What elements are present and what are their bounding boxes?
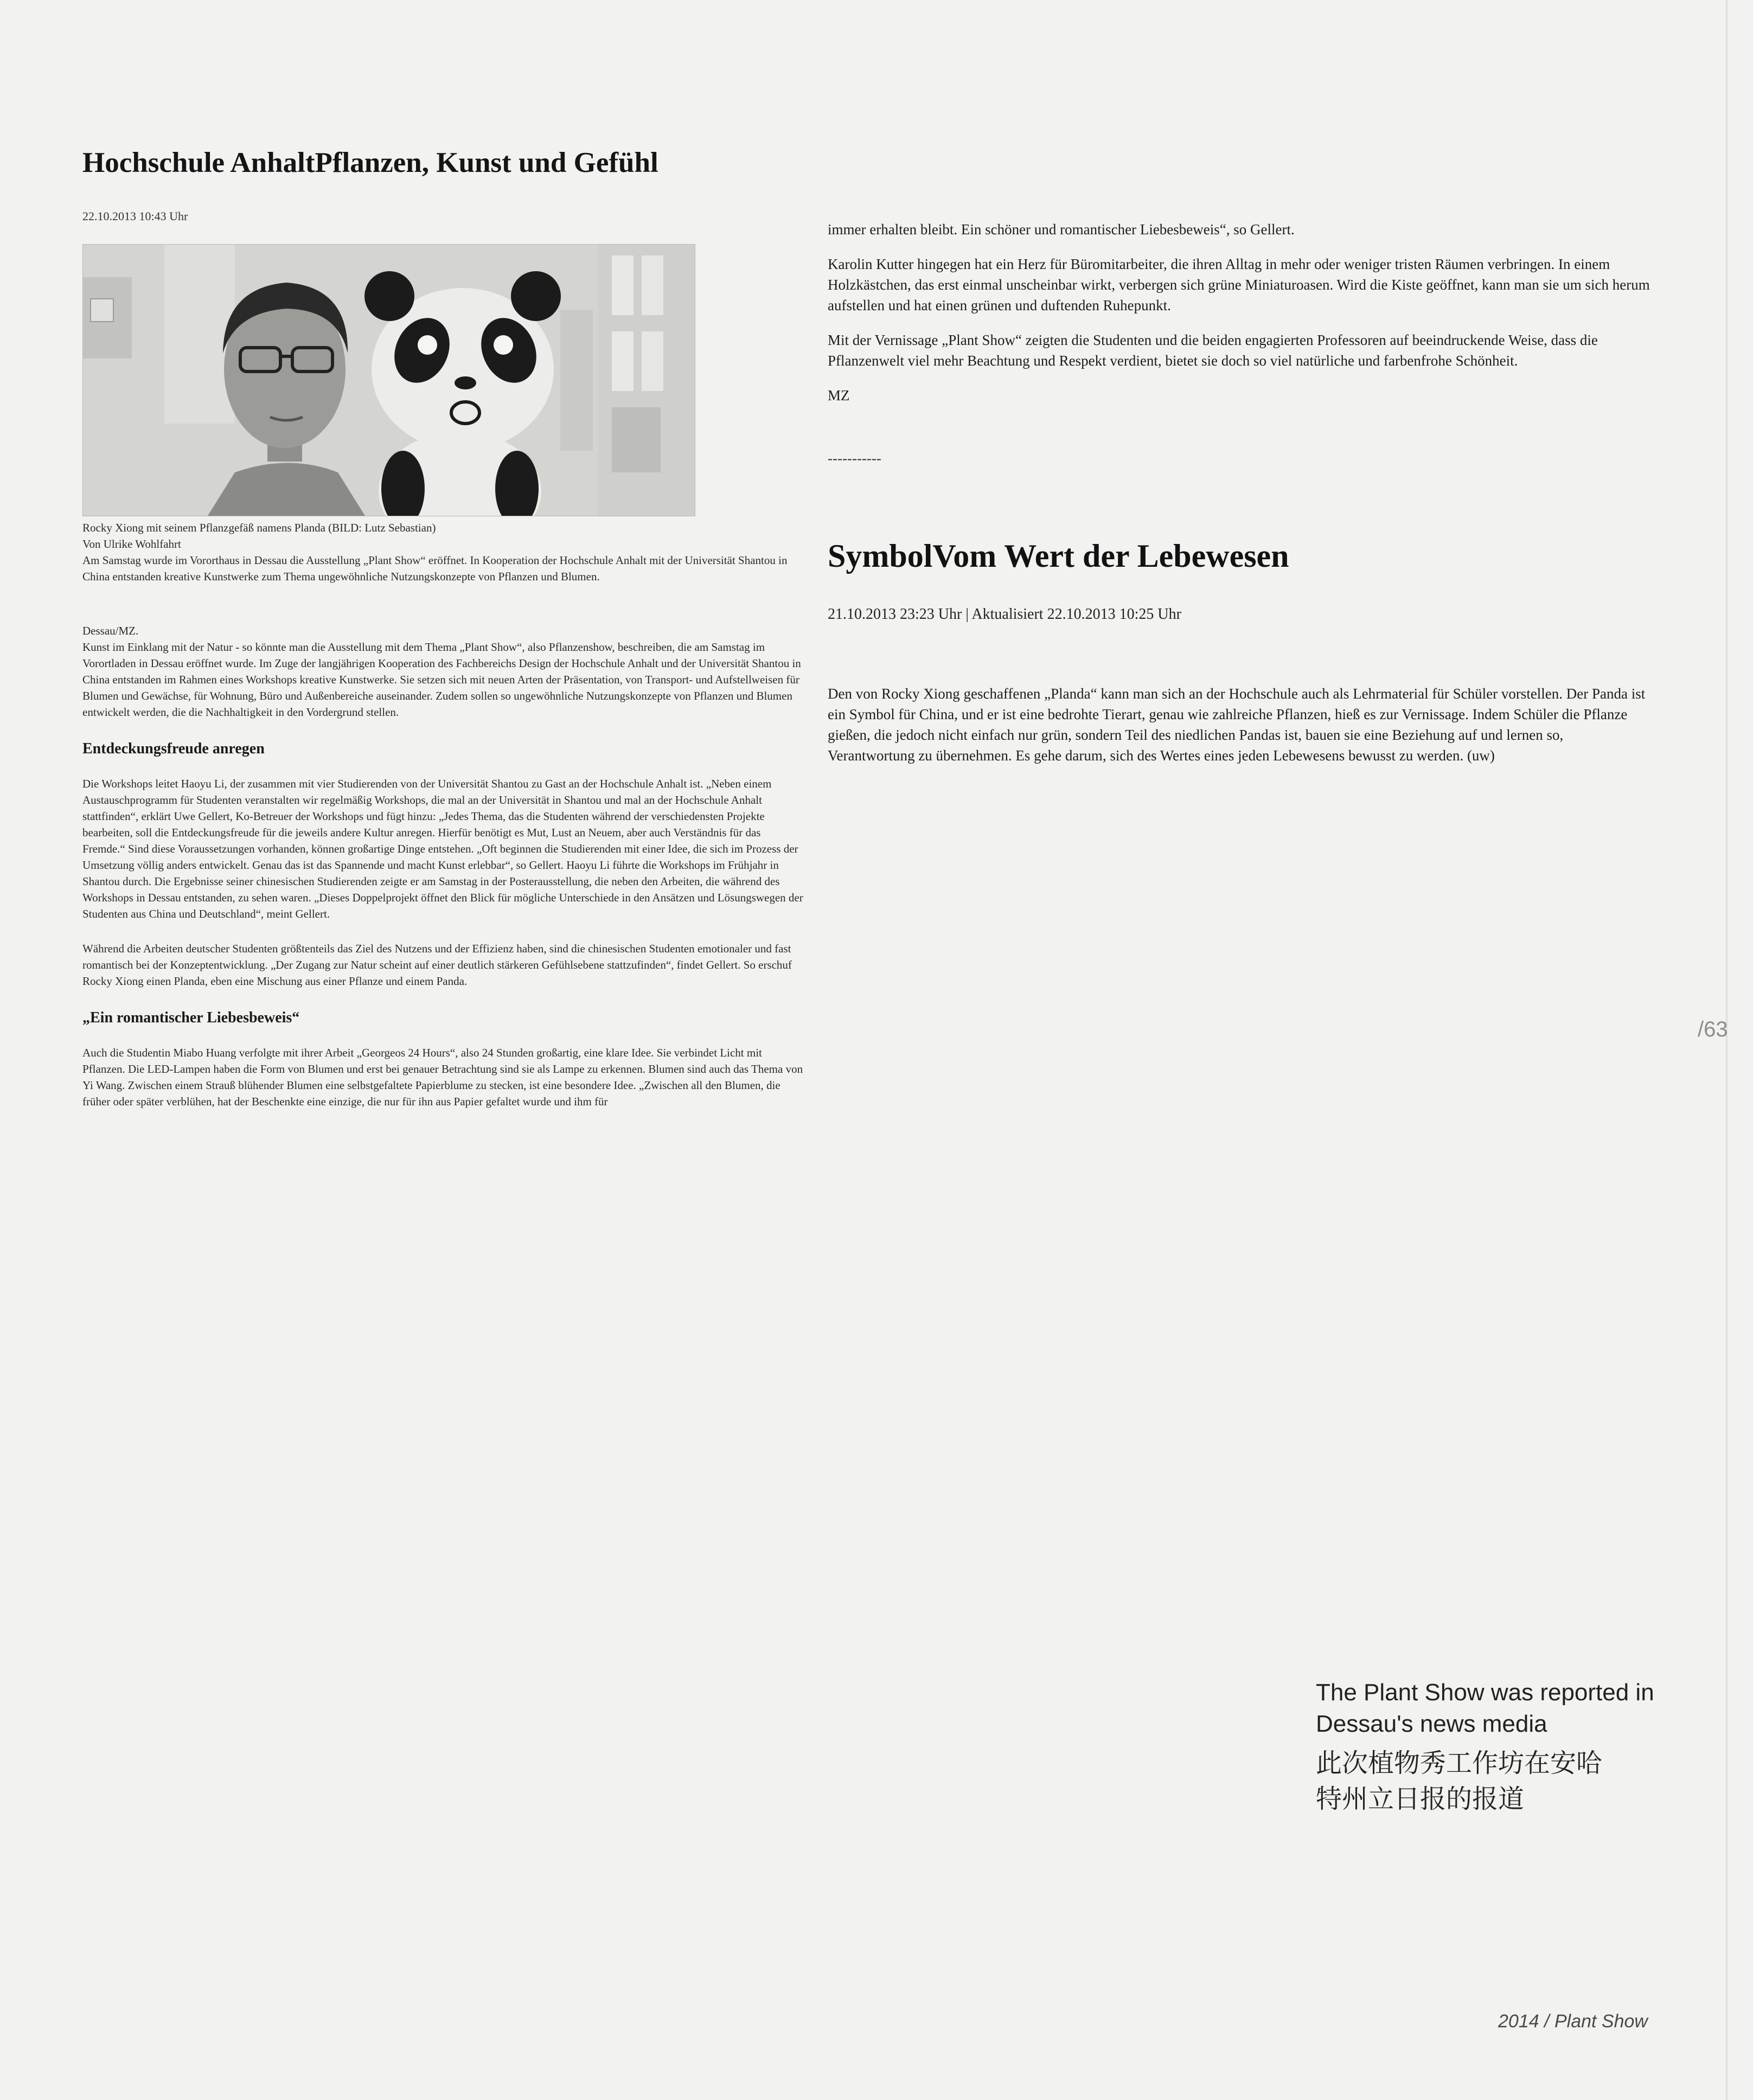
- report-note-chinese-2: 特州立日报的报道: [1316, 1784, 1525, 1814]
- dateline: Dessau/MZ.: [82, 624, 139, 637]
- continuation-paragraph-3: Mit der Vernissage „Plant Show“ zeigten die Studenten und die beiden engagierten Professoren auf beeindruckende Weise, dass die Pflanzenwelt viel mehr Beachtung und Respekt verdient, bietet sie doch so viel natürliche und farbenfrohe Schönheit.: [828, 332, 1598, 369]
- separator-dashes: -----------: [828, 450, 881, 466]
- footer-label: 2014 / Plant Show: [1498, 2011, 1648, 2032]
- report-note-chinese-1: 此次植物秀工作坊在安哈: [1316, 1748, 1603, 1778]
- body-paragraph-2: Die Workshops leitet Haoyu Li, der zusammen mit vier Studierenden von der Universität Shantou zu Gast an der Hochschule Anhalt ist. „Neben einem Austauschprogramm für Studenten veranstalten wir regelmäßig Workshops, die mal an der Universität in Shantou und mal an der Hochschule Anhalt stattfinden“, erklärt Uwe Gellert, Ko-Betreuer der Workshops und fügt hinzu: „Jedes Thema, das die Studenten während der verschiedensten Projekte bearbeiten, soll die Entdeckungsfreude für die jeweils andere Kultur anregen. Hierfür benötigt es Mut, Lust an Neuem, aber auch Verständnis für das Fremde.“ Sind diese Voraussetzungen vorhanden, können großartige Dinge entstehen. „Oft beginnen die Studierenden mit einer Idee, die sich im Prozess der Umsetzung völlig anders entwickelt. Genau das ist das Spannende und macht Kunst erlebbar“, so Gellert. Haoyu Li führte die Workshops im Frühjahr in Shantou durch. Die Ergebnisse seiner chinesischen Studierenden zeigte er am Samstag in der Posterausstellung, die neben den Arbeiten, die während des Workshops in Dessau entstanden, zu sehen waren. „Dieses Doppelprojekt öffnet den Blick für mögliche Unterschiede in den Ansätzen und Lösungswegen der Studenten aus China und Deutschland“, meint Gellert.: [82, 777, 803, 920]
- teaser-paragraph: Am Samstag wurde im Vororthaus in Dessau die Ausstellung „Plant Show“ eröffnet. In Kooperation der Hochschule Anhalt mit der Universität Shantou in China entstanden kreative Kunstwerke zum Thema ungewöhnliche Nutzungskonzepte von Pflanzen und Blumen.: [82, 554, 788, 583]
- subhead-entdeckungsfreude: Entdeckungsfreude anregen: [82, 740, 265, 757]
- portrait-with-panda-planter-photo: [83, 245, 695, 516]
- article-photo: [82, 244, 695, 516]
- left-article: [82, 145, 804, 1110]
- body-paragraph-3: Während die Arbeiten deutscher Studenten größtenteils das Ziel des Nutzens und der Effizienz haben, sind die chinesischen Studenten emotionaler und fast romantisch bei der Konzeptentwicklung. „Der Zugang zur Natur scheint auf einer deutlich stärkeren Gefühlsebene stattzufinden“, findet Gellert. So erschuf Rocky Xiong einen Planda, eben eine Mischung aus einer Pflanze und einem Panda.: [82, 942, 792, 988]
- report-note-english-2: Dessau's news media: [1316, 1711, 1547, 1737]
- author-line: Von Ulrike Wohlfahrt: [82, 537, 181, 550]
- page-number: /63: [1698, 1017, 1728, 1041]
- right-body-paragraph: Den von Rocky Xiong geschaffenen „Planda“ kann man sich an der Hochschule auch als Lehrmaterial für Schüler vorstellen. Der Panda ist ein Symbol für China, und er ist eine bedrohte Tierart, genau wie zahlreiche Pflanzen, hieß es zur Vernissage. Indem Schüler die Pflanze gießen, die jedoch nicht einfach nur grün, sondern Teil des niedlichen Pandas ist, bauen sie eine Beziehung auf und lernen so, Verantwortung zu übernehmen. Es gehe darum, sich des Wertes eines jeden Lebewesens bewusst zu werden. (uw): [828, 686, 1646, 764]
- body-paragraph-1: Kunst im Einklang mit der Natur - so könnte man die Ausstellung mit dem Thema „Plant Show“, also Pflanzenshow, beschreiben, die am Samstag im Vorortladen in Dessau eröffnet wurde. Im Zuge der langjährigen Kooperation des Fachbereichs Design der Hochschule Anhalt und der Universität Shantou in China entstanden im Rahmen eines Workshops kreative Kunstwerke. Sie setzen sich mit neuen Arten der Präsentation, von Transport- und Aufstellweisen für Blumen und Gewächse, für Wohnung, Büro und Außenbereiche auseinander. Zudem sollen so ungewöhnliche Nutzungskonzepte von Pflanzen und Blumen entwickelt werden, die die Nachhaltigkeit in den Vordergrund stellen.: [82, 641, 801, 719]
- right-date: 21.10.2013 23:23 Uhr | Aktualisiert 22.10.2013 10:25 Uhr: [828, 606, 1181, 623]
- page-spine-shadow: [1726, 0, 1728, 2100]
- left-date: 22.10.2013 10:43 Uhr: [82, 209, 188, 223]
- left-headline: Hochschule AnhaltPflanzen, Kunst und Gefühl: [82, 147, 658, 178]
- body-paragraph-4: Auch die Studentin Miabo Huang verfolgte mit ihrer Arbeit „Georgeos 24 Hours“, also 24 Stunden großartig, eine klare Idee. Sie verbindet Licht mit Pflanzen. Die LED-Lampen haben die Form von Blumen und erst bei genauer Betrachtung sind sie als Lampe zu erkennen. Blumen sind auch das Thema von Yi Wang. Zwischen einem Strauß blühender Blumen eine selbstgefaltete Papierblume zu stecken, ist eine besondere Idee. „Zwischen all den Blumen, die früher oder später verblühen, hat der Beschenkte eine einzige, die nur für ihn aus Papier gefaltet wurde und ihm für: [82, 1046, 803, 1108]
- continuation-paragraph-1: immer erhalten bleibt. Ein schöner und romantischer Liebesbeweis“, so Gellert.: [828, 221, 1295, 238]
- subhead-liebesbeweis: „Ein romantischer Liebesbeweis“: [82, 1009, 300, 1026]
- continuation-paragraph-2: Karolin Kutter hingegen hat ein Herz für Büromitarbeiter, die ihren Alltag in mehr oder weniger tristen Räumen verbringen. In einem Holzkästchen, das erst einmal unscheinbar wirkt, verbergen sich grüne Miniaturoasen. Wird die Kiste geöffnet, kann man sie um sich herum aufstellen und hat einen grünen und duftenden Ruhepunkt.: [828, 256, 1650, 313]
- right-headline: SymbolVom Wert der Lebewesen: [828, 538, 1289, 574]
- report-note-english-1: The Plant Show was reported in: [1316, 1679, 1654, 1706]
- photo-caption: Rocky Xiong mit seinem Pflanzgefäß namens Planda (BILD: Lutz Sebastian): [82, 521, 436, 534]
- right-article: [828, 219, 1652, 780]
- report-note: [1316, 1677, 1696, 1817]
- signature: MZ: [828, 387, 850, 404]
